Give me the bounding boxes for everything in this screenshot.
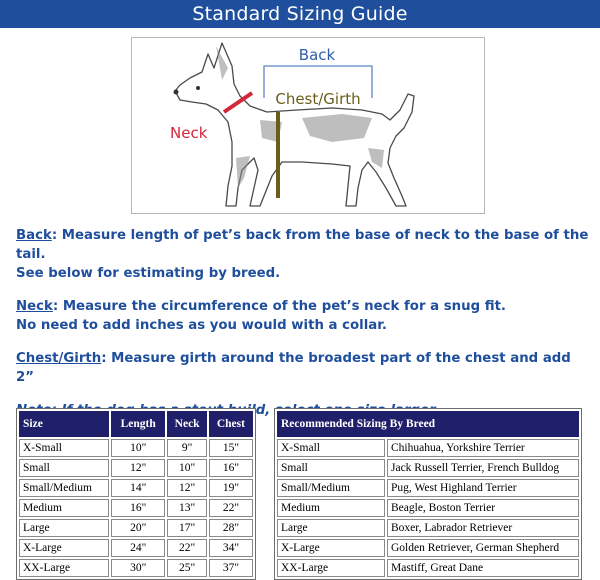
table-row [277, 479, 579, 497]
size-column-header: Size [19, 411, 109, 437]
chest-column-header: Chest [209, 411, 253, 437]
dog-measurement-illustration [131, 37, 485, 214]
neck-label: Neck [170, 124, 208, 142]
back-instruction-text: : Measure length of pet’s back from the base of neck to the base of the tail. [16, 228, 589, 262]
length-cell: 30" [111, 559, 165, 577]
page-title: Standard Sizing Guide [0, 0, 600, 28]
size-cell: X-Large [19, 539, 109, 557]
neck-cell: 9" [167, 439, 206, 457]
chest-cell: 37" [209, 559, 253, 577]
back-instruction-line2: See below for estimating by breed. [16, 266, 281, 281]
neck-cell: 12" [167, 479, 206, 497]
neck-cell: 22" [167, 539, 206, 557]
breed-size-cell: Large [277, 519, 385, 537]
neck-cell: 25" [167, 559, 206, 577]
breed-names-cell: Chihuahua, Yorkshire Terrier [387, 439, 579, 457]
size-cell: X-Small [19, 439, 109, 457]
breed-names-cell: Golden Retriever, German Shepherd [387, 539, 579, 557]
neck-cell: 17" [167, 519, 206, 537]
length-column-header: Length [111, 411, 165, 437]
size-cell: Small/Medium [19, 479, 109, 497]
length-cell: 20" [111, 519, 165, 537]
table-row [19, 559, 253, 577]
chest-cell: 28" [209, 519, 253, 537]
chest-girth-label: Chest/Girth [275, 90, 361, 108]
table-row [19, 539, 253, 557]
breed-recommendation-table [274, 408, 582, 580]
back-label: Back [298, 46, 336, 64]
dog-nose [174, 90, 179, 95]
neck-instruction-line2: No need to add inches as you would with a collar. [16, 318, 387, 333]
breed-table-header-row [277, 411, 579, 437]
breed-size-cell: Small/Medium [277, 479, 385, 497]
measurement-instructions [16, 226, 591, 434]
breed-size-cell: XX-Large [277, 559, 385, 577]
size-cell: Medium [19, 499, 109, 517]
table-row [19, 479, 253, 497]
breed-names-cell: Pug, West Highland Terrier [387, 479, 579, 497]
size-table-header-row [19, 411, 253, 437]
table-row [277, 499, 579, 517]
breed-names-cell: Jack Russell Terrier, French Bulldog [387, 459, 579, 477]
size-chart-table [16, 408, 256, 580]
chest-cell: 16" [209, 459, 253, 477]
neck-instruction [16, 297, 591, 335]
size-cell: Small [19, 459, 109, 477]
size-cell: XX-Large [19, 559, 109, 577]
length-cell: 14" [111, 479, 165, 497]
chest-cell: 19" [209, 479, 253, 497]
chest-instruction [16, 349, 591, 387]
neck-cell: 10" [167, 459, 206, 477]
length-cell: 24" [111, 539, 165, 557]
table-row [277, 539, 579, 557]
table-row [19, 499, 253, 517]
table-row [19, 439, 253, 457]
chest-instruction-text: : Measure girth around the broadest part of the chest and add 2” [16, 351, 571, 385]
dog-measurement-diagram [132, 38, 484, 213]
breed-names-cell: Mastiff, Great Dane [387, 559, 579, 577]
breed-size-cell: X-Small [277, 439, 385, 457]
table-row [277, 559, 579, 577]
length-cell: 12" [111, 459, 165, 477]
chest-cell: 34" [209, 539, 253, 557]
dog-eye [196, 86, 200, 90]
size-cell: Large [19, 519, 109, 537]
table-row [19, 459, 253, 477]
neck-instruction-text: : Measure the circumference of the pet’s neck for a snug fit. [52, 299, 506, 314]
breed-table-header: Recommended Sizing By Breed [277, 411, 579, 437]
neck-column-header: Neck [167, 411, 206, 437]
neck-cell: 13" [167, 499, 206, 517]
breed-size-cell: Small [277, 459, 385, 477]
table-row [277, 439, 579, 457]
table-row [19, 519, 253, 537]
table-row [277, 459, 579, 477]
breed-names-cell: Boxer, Labrador Retriever [387, 519, 579, 537]
table-row [277, 519, 579, 537]
length-cell: 16" [111, 499, 165, 517]
breed-size-cell: Medium [277, 499, 385, 517]
chest-cell: 15" [209, 439, 253, 457]
length-cell: 10" [111, 439, 165, 457]
back-term: Back [16, 228, 52, 243]
breed-size-cell: X-Large [277, 539, 385, 557]
chest-cell: 22" [209, 499, 253, 517]
dog-silhouette [175, 43, 414, 206]
breed-names-cell: Beagle, Boston Terrier [387, 499, 579, 517]
chest-term: Chest/Girth [16, 351, 102, 366]
neck-term: Neck [16, 299, 53, 314]
back-instruction [16, 226, 591, 283]
